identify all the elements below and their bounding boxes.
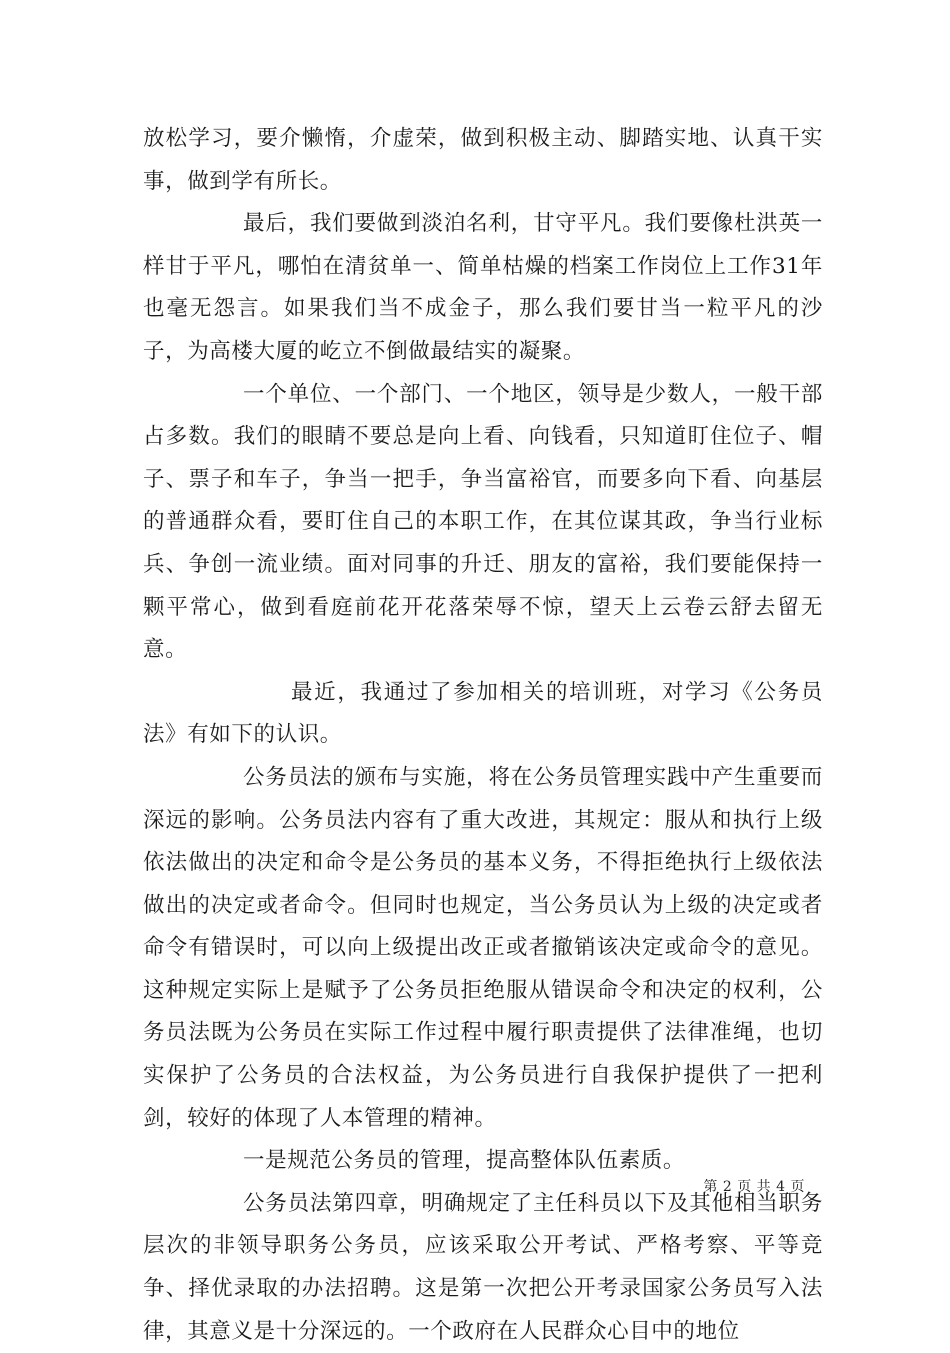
paragraph-humble: 最后，我们要做到淡泊名利，甘守平凡。我们要像杜洪英一样甘于平凡，哪怕在清贫单一、简单枯燥的档案工作岗位上工作31年也毫无怨言。如果我们当不成金子，那么我们要甘当一粒平凡的沙子，为高楼大厦的屹立不倒做最结实的凝聚。 <box>143 211 823 364</box>
paragraph-point-one: 一是规范公务员的管理，提高整体队伍素质。 <box>243 1148 686 1174</box>
page-number: 第 2 页 共 4 页 <box>703 1179 805 1195</box>
paragraph-continuation: 放松学习，要介懒惰，介虚荣，做到积极主动、脚踏实地、认真干实事，做到学有所长。 <box>143 126 823 194</box>
paragraph-civil-servant-law: 公务员法的颁布与实施，将在公务员管理实践中产生重要而深远的影响。公务员法内容有了重大改进，其规定：服从和执行上级依法做出的决定和命令是公务员的基本义务，不得拒绝执行上级依法做出的决定或者命令。但同时也规定，当公务员认为上级的决定或者命令有错误时，可以向上级提出改正或者撤销该决定或命令的意见。这种规定实际上是赋予了公务员拒绝服从错误命令和决定的权利，公务员法既为公务员在实际工作过程中履行职责提供了法律准绳，也切实保护了公务员的合法权益，为公务员进行自我保护提供了一把利剑，较好的体现了人本管理的精神。 <box>143 764 823 1131</box>
document-body <box>143 118 823 1353</box>
paragraph-chapter-four: 公务员法第四章，明确规定了主任科员以下及其他相当职务层次的非领导职务公务员，应该采取公开考试、严格考察、平等竞争、择优录取的办法招聘。这是第一次把公开考录国家公务员写入法律，其意义是十分深远的。一个政府在人民群众心目中的地位 <box>143 1190 823 1344</box>
paragraph-training: 最近，我通过了参加相关的培训班，对学习《公务员法》有如下的认识。 <box>143 679 823 748</box>
paragraph-cadres: 一个单位、一个部门、一个地区，领导是少数人，一般干部占多数。我们的眼睛不要总是向上看、向钱看，只知道盯住位子、帽子、票子和车子，争当一把手，争当富裕官，而要多向下看、向基层的普通群众看，要盯住自己的本职工作，在其位谋其政，争当行业标兵、争创一流业绩。面对同事的升迁、朋友的富裕，我们要能保持一颗平常心，做到看庭前花开花落荣辱不惊，望天上云卷云舒去留无意。 <box>143 381 823 663</box>
